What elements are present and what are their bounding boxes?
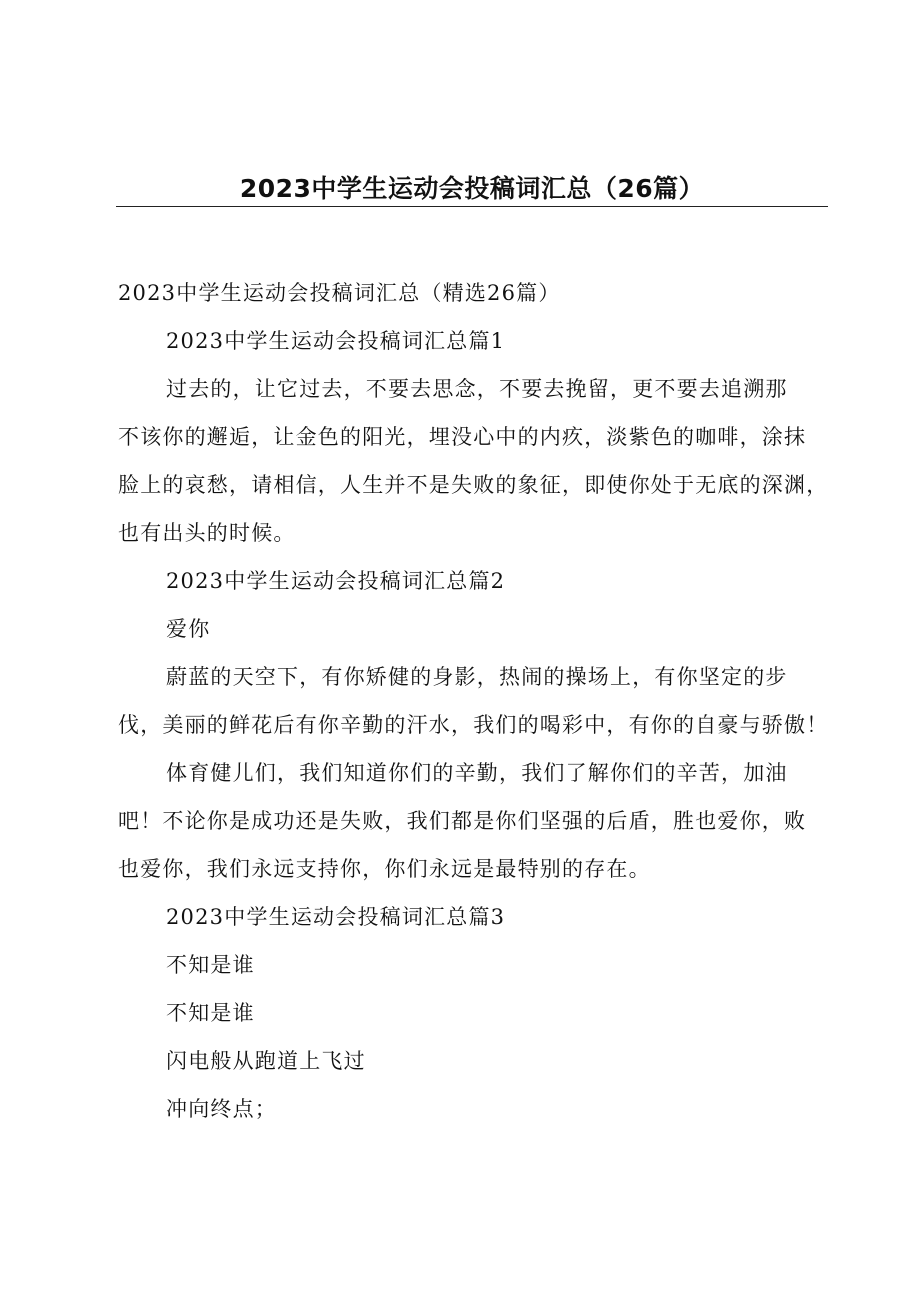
poem-line: 冲向终点；	[166, 1097, 277, 1121]
title-underline	[116, 206, 828, 207]
poem-line: 不知是谁	[166, 1001, 255, 1025]
paragraph-line: 脸上的哀愁，请相信，人生并不是失败的象征，即使你处于无底的深渊，	[118, 473, 829, 497]
paragraph-line: 伐，美丽的鲜花后有你辛勤的汗水，我们的喝彩中，有你的自豪与骄傲！	[118, 713, 829, 737]
section-1-paragraph	[118, 368, 828, 560]
document-subtitle: 2023中学生运动会投稿词汇总（精选26篇）	[118, 281, 561, 305]
section-2-paragraph-1	[118, 656, 828, 752]
section-heading-3: 2023中学生运动会投稿词汇总篇3	[166, 905, 506, 929]
poem-line: 闪电般从跑道上飞过	[166, 1049, 366, 1073]
paragraph-line: 蔚蓝的天空下，有你矫健的身影，热闹的操场上，有你坚定的步	[166, 665, 788, 689]
paragraph-line: 不该你的邂逅，让金色的阳光，埋没心中的内疚，淡紫色的咖啡，涂抹	[118, 425, 807, 449]
section-heading-2: 2023中学生运动会投稿词汇总篇2	[166, 569, 506, 593]
section-2-paragraph-2	[118, 752, 828, 896]
section-heading-1: 2023中学生运动会投稿词汇总篇1	[166, 329, 506, 353]
paragraph-line: 也有出头的时候。	[118, 521, 296, 545]
paragraph-line: 体育健儿们，我们知道你们的辛勤，我们了解你们的辛苦，加油	[166, 761, 788, 785]
poem-line: 不知是谁	[166, 953, 255, 977]
paragraph-line: 也爱你，我们永远支持你，你们永远是最特别的存在。	[118, 857, 651, 881]
paragraph-line: 过去的，让它过去，不要去思念，不要去挽留，更不要去追溯那	[166, 377, 788, 401]
poem-title: 爱你	[166, 617, 211, 641]
paragraph-line: 吧！不论你是成功还是失败，我们都是你们坚强的后盾，胜也爱你，败	[118, 809, 807, 833]
document-body	[118, 272, 828, 1136]
document-title: 2023中学生运动会投稿词汇总（26篇）	[239, 174, 705, 203]
